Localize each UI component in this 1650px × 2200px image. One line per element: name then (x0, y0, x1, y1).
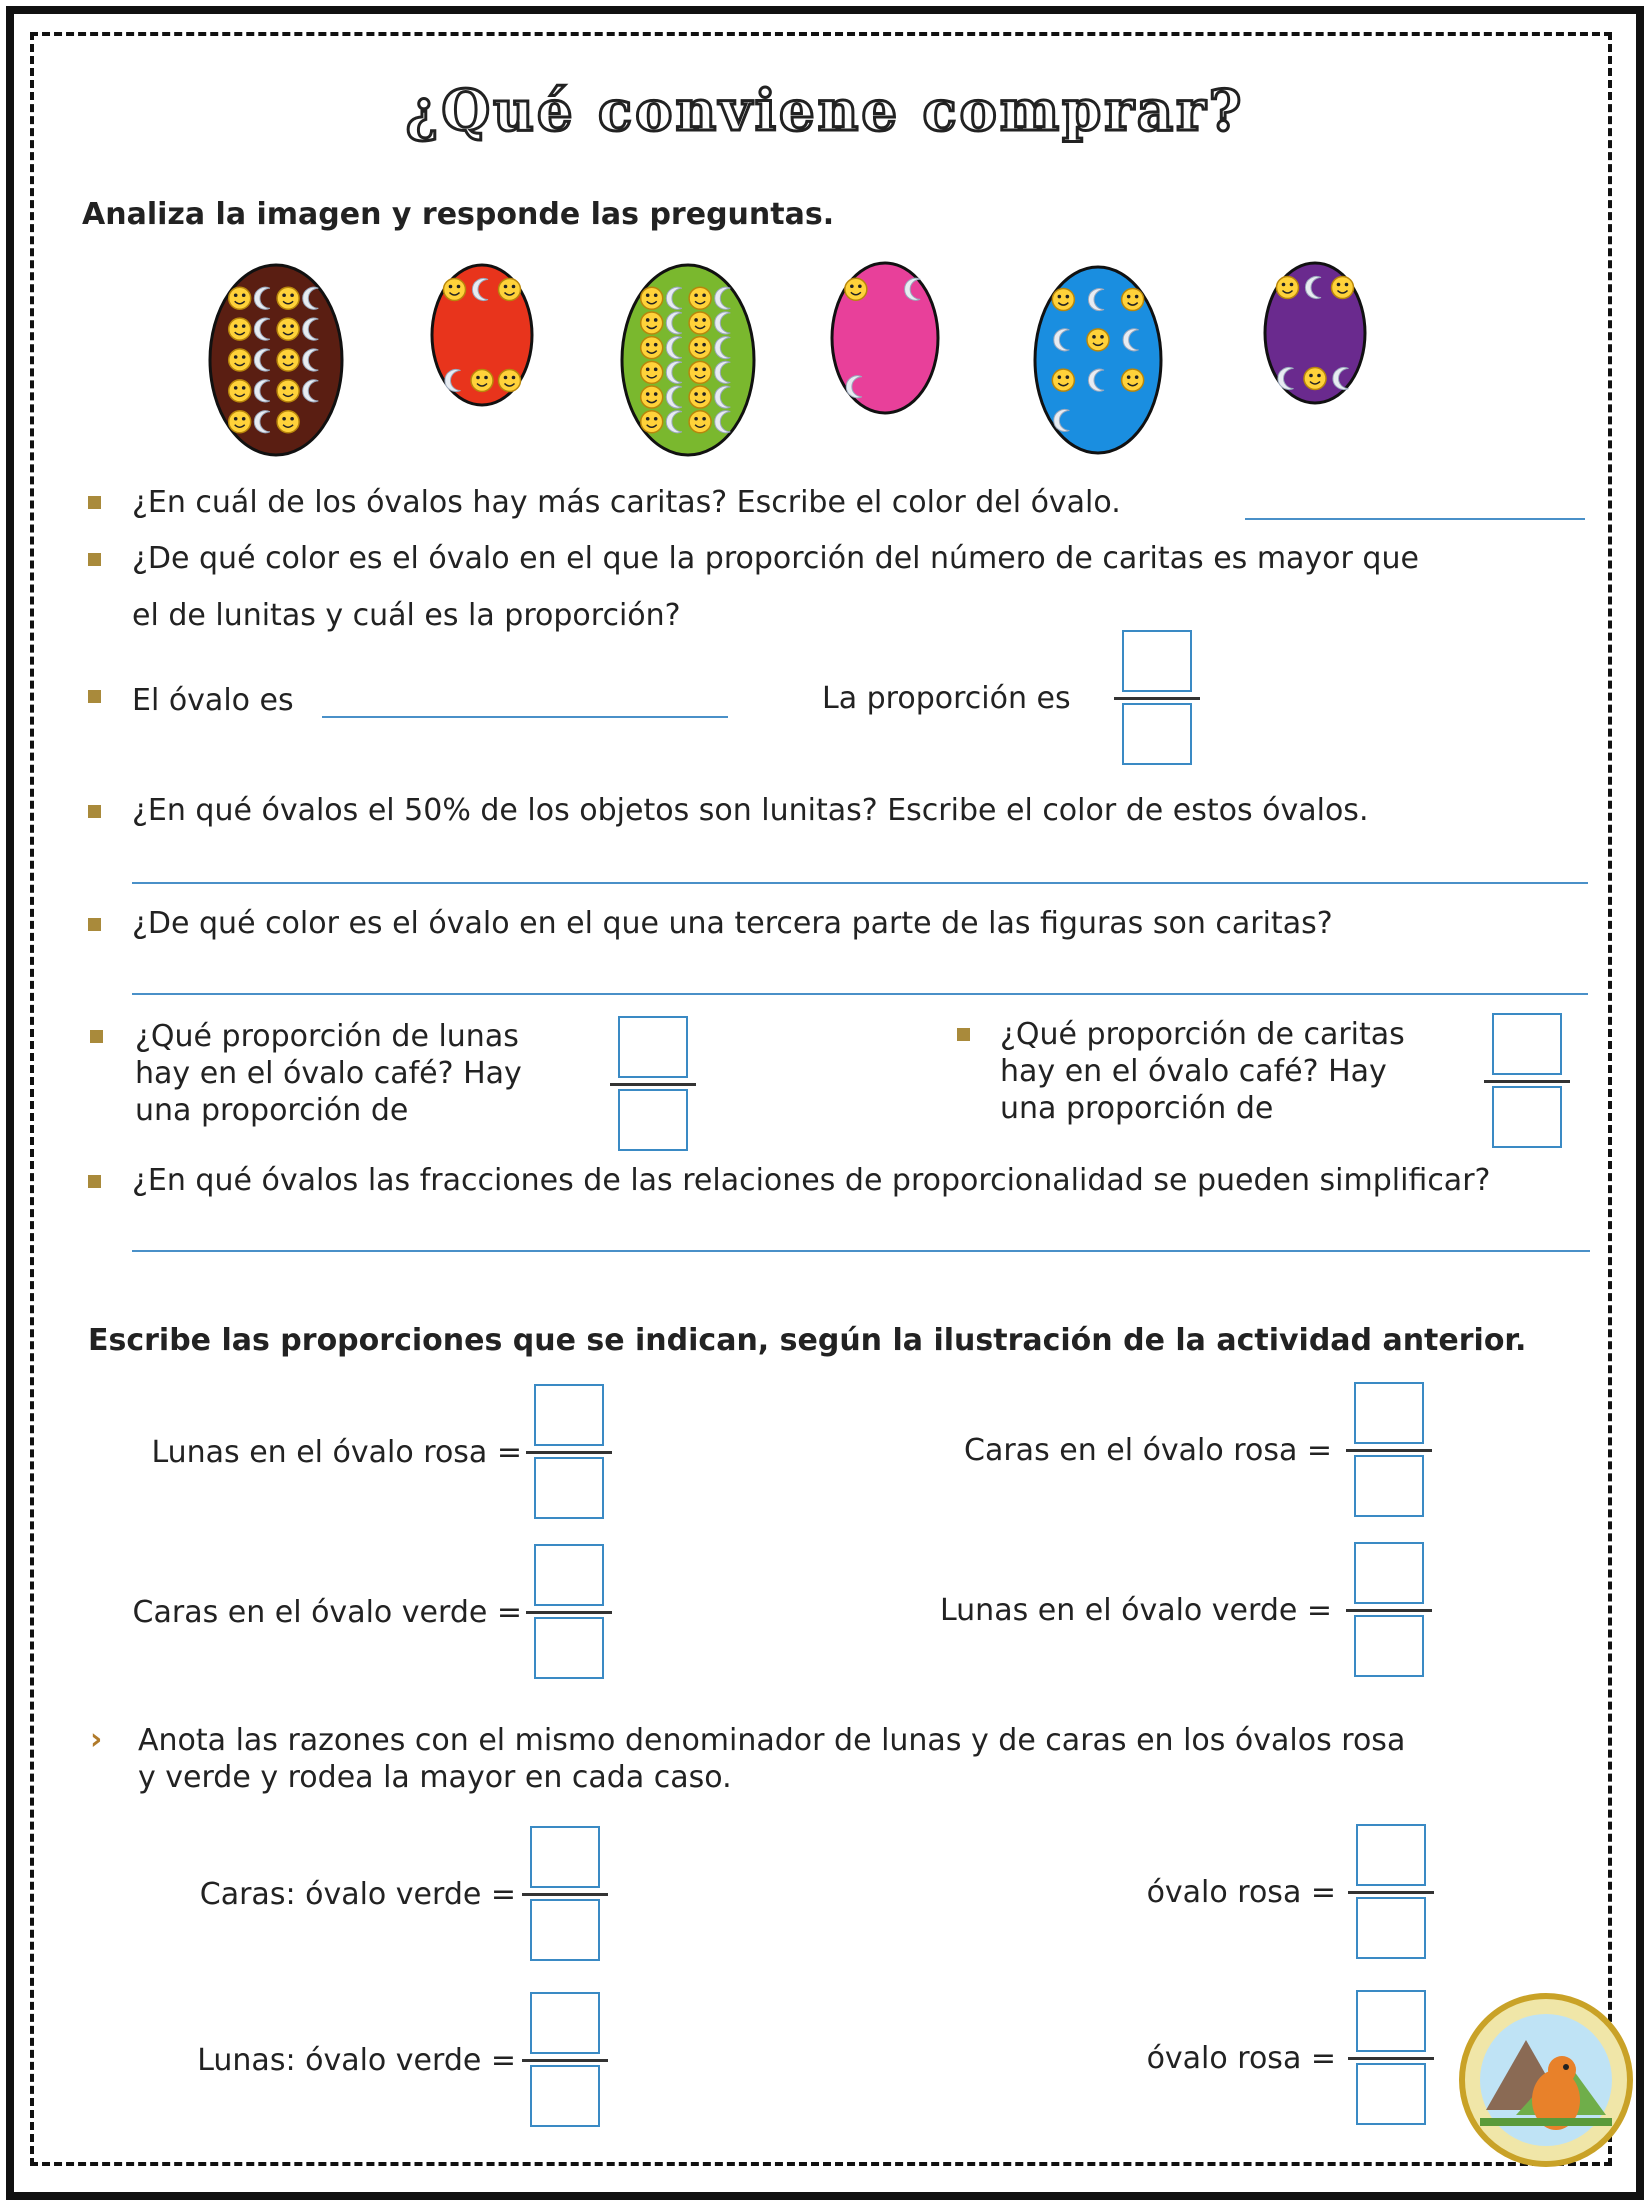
smiley-face-icon (689, 287, 711, 309)
denominator-box[interactable] (534, 1457, 604, 1519)
question-3: ¿En qué óvalos el 50% de los objetos son lunitas? Escribe el color de estos óvalos. (132, 793, 1369, 828)
fraction-bar (522, 1893, 608, 1896)
denominator-box[interactable] (1354, 1615, 1424, 1677)
smiley-face-icon (1304, 368, 1326, 390)
smiley-face-icon (689, 361, 711, 383)
denominator-box[interactable] (530, 1899, 600, 1961)
instruction-2: Escribe las proporciones que se indican, según la ilustración de la actividad anterior. (88, 1323, 1527, 1358)
fraction-bar (1346, 1609, 1432, 1612)
smiley-face-icon (689, 312, 711, 334)
oval-azul (1035, 267, 1161, 453)
oval-is-label: El óvalo es (132, 683, 294, 718)
numerator-box[interactable] (1354, 1542, 1424, 1604)
denominator-box[interactable] (530, 2065, 600, 2127)
fraction-bar (1348, 1891, 1434, 1894)
fraction-bar (526, 1611, 612, 1614)
oval-verde (622, 265, 754, 455)
question-5-right-l3: una proporción de (1000, 1091, 1274, 1126)
faces-pink-label: Caras en el óvalo rosa = (964, 1433, 1332, 1468)
smiley-face-icon (1052, 289, 1074, 311)
bullet-icon (88, 690, 101, 703)
moons-green-ratio-label: Lunas: óvalo verde = (197, 2043, 516, 2078)
fraction-bar (522, 2059, 608, 2062)
question-4: ¿De qué color es el óvalo en el que una tercera parte de las figuras son caritas? (132, 906, 1333, 941)
numerator-box[interactable] (530, 1826, 600, 1888)
smiley-face-icon (845, 278, 867, 300)
bullet-icon (88, 805, 101, 818)
smiley-face-icon (641, 287, 663, 309)
denominator-box[interactable] (1356, 1897, 1426, 1959)
proportion-is-label: La proporción es (822, 681, 1071, 716)
denominator-box[interactable] (1492, 1086, 1562, 1148)
denominator-box[interactable] (1356, 2063, 1426, 2125)
oval-café (210, 265, 342, 455)
bullet-icon (88, 496, 101, 509)
question-2-line1: ¿De qué color es el óvalo en el que la proporción del número de caritas es mayor que (132, 541, 1419, 576)
smiley-face-icon (1122, 289, 1144, 311)
question-1: ¿En cuál de los óvalos hay más caritas? Escribe el color del óvalo. (132, 485, 1121, 520)
question-5-left-l2: hay en el óvalo café? Hay (135, 1056, 522, 1091)
moons-pink-label: Lunas en el óvalo rosa = (151, 1435, 522, 1470)
numerator-box[interactable] (1356, 1824, 1426, 1886)
smiley-face-icon (499, 370, 521, 392)
fraction-bar (1348, 2057, 1434, 2060)
question-6: ¿En qué óvalos las fracciones de las relaciones de proporcionalidad se pueden simplificar? (132, 1163, 1491, 1198)
smiley-face-icon (1122, 369, 1144, 391)
question-5-right-l2: hay en el óvalo café? Hay (1000, 1054, 1387, 1089)
smiley-face-icon (229, 318, 251, 340)
numerator-box[interactable] (1356, 1990, 1426, 2052)
question-5-left-l1: ¿Qué proporción de lunas (135, 1019, 519, 1054)
fraction-bar (1484, 1080, 1570, 1083)
smiley-face-icon (444, 279, 466, 301)
smiley-face-icon (1277, 277, 1299, 299)
smiley-face-icon (277, 380, 299, 402)
fraction-bar (1346, 1449, 1432, 1452)
bullet-icon (88, 553, 101, 566)
instruction-3-line2: y verde y rodea la mayor en cada caso. (138, 1760, 732, 1795)
smiley-face-icon (689, 386, 711, 408)
answer-line-4[interactable] (132, 993, 1588, 995)
instruction-3-line1: Anota las razones con el mismo denominador de lunas y de caras en los óvalos rosa (138, 1723, 1406, 1758)
moons-pink-ratio-label: óvalo rosa = (1146, 2041, 1336, 2076)
smiley-face-icon (499, 279, 521, 301)
denominator-box[interactable] (1354, 1455, 1424, 1517)
ovals-illustration (190, 255, 1390, 465)
smiley-face-icon (229, 349, 251, 371)
question-5-right-l1: ¿Qué proporción de caritas (1000, 1017, 1405, 1052)
oval-morado (1265, 263, 1365, 403)
smiley-face-icon (277, 349, 299, 371)
fraction-bar (1114, 697, 1200, 700)
denominator-box[interactable] (618, 1089, 688, 1151)
oval-answer-line[interactable] (322, 716, 728, 718)
smiley-face-icon (641, 337, 663, 359)
fraction-bar (526, 1451, 612, 1454)
smiley-face-icon (641, 411, 663, 433)
answer-line-3[interactable] (132, 882, 1588, 884)
dino-logo (1456, 1990, 1636, 2170)
smiley-face-icon (689, 337, 711, 359)
denominator-box[interactable] (534, 1617, 604, 1679)
smiley-face-icon (1332, 277, 1354, 299)
smiley-face-icon (641, 386, 663, 408)
smiley-face-icon (229, 411, 251, 433)
bullet-icon (90, 1030, 103, 1043)
numerator-box[interactable] (618, 1016, 688, 1078)
faces-green-ratio-label: Caras: óvalo verde = (199, 1877, 516, 1912)
oval-rosa (832, 263, 938, 413)
smiley-face-icon (641, 312, 663, 334)
smiley-face-icon (277, 287, 299, 309)
question-2-line2: el de lunitas y cuál es la proporción? (132, 598, 681, 633)
numerator-box[interactable] (1122, 630, 1192, 692)
denominator-box[interactable] (1122, 703, 1192, 765)
smiley-face-icon (641, 361, 663, 383)
faces-pink-ratio-label: óvalo rosa = (1146, 1875, 1336, 1910)
moons-green-label: Lunas en el óvalo verde = (939, 1593, 1332, 1628)
numerator-box[interactable] (534, 1384, 604, 1446)
bullet-icon (88, 1175, 101, 1188)
instruction-1: Analiza la imagen y responde las preguntas. (82, 197, 835, 232)
oval-rojo (432, 265, 532, 405)
question-5-left-l3: una proporción de (135, 1093, 409, 1128)
numerator-box[interactable] (1354, 1382, 1424, 1444)
smiley-face-icon (229, 287, 251, 309)
smiley-face-icon (689, 411, 711, 433)
faces-green-label: Caras en el óvalo verde = (132, 1595, 522, 1630)
bullet-icon (88, 918, 101, 931)
numerator-box[interactable] (530, 1992, 600, 2054)
smiley-face-icon (277, 318, 299, 340)
page-title: ¿Qué conviene comprar? (405, 78, 1245, 144)
answer-line-6[interactable] (132, 1250, 1590, 1252)
fraction-bar (610, 1083, 696, 1086)
numerator-box[interactable] (1492, 1013, 1562, 1075)
smiley-face-icon (1087, 329, 1109, 351)
bullet-icon (957, 1028, 970, 1041)
smiley-face-icon (277, 411, 299, 433)
answer-line-1[interactable] (1245, 518, 1585, 520)
chevron-right-icon: › (90, 1722, 103, 1757)
smiley-face-icon (471, 370, 493, 392)
numerator-box[interactable] (534, 1544, 604, 1606)
smiley-face-icon (229, 380, 251, 402)
smiley-face-icon (1052, 369, 1074, 391)
